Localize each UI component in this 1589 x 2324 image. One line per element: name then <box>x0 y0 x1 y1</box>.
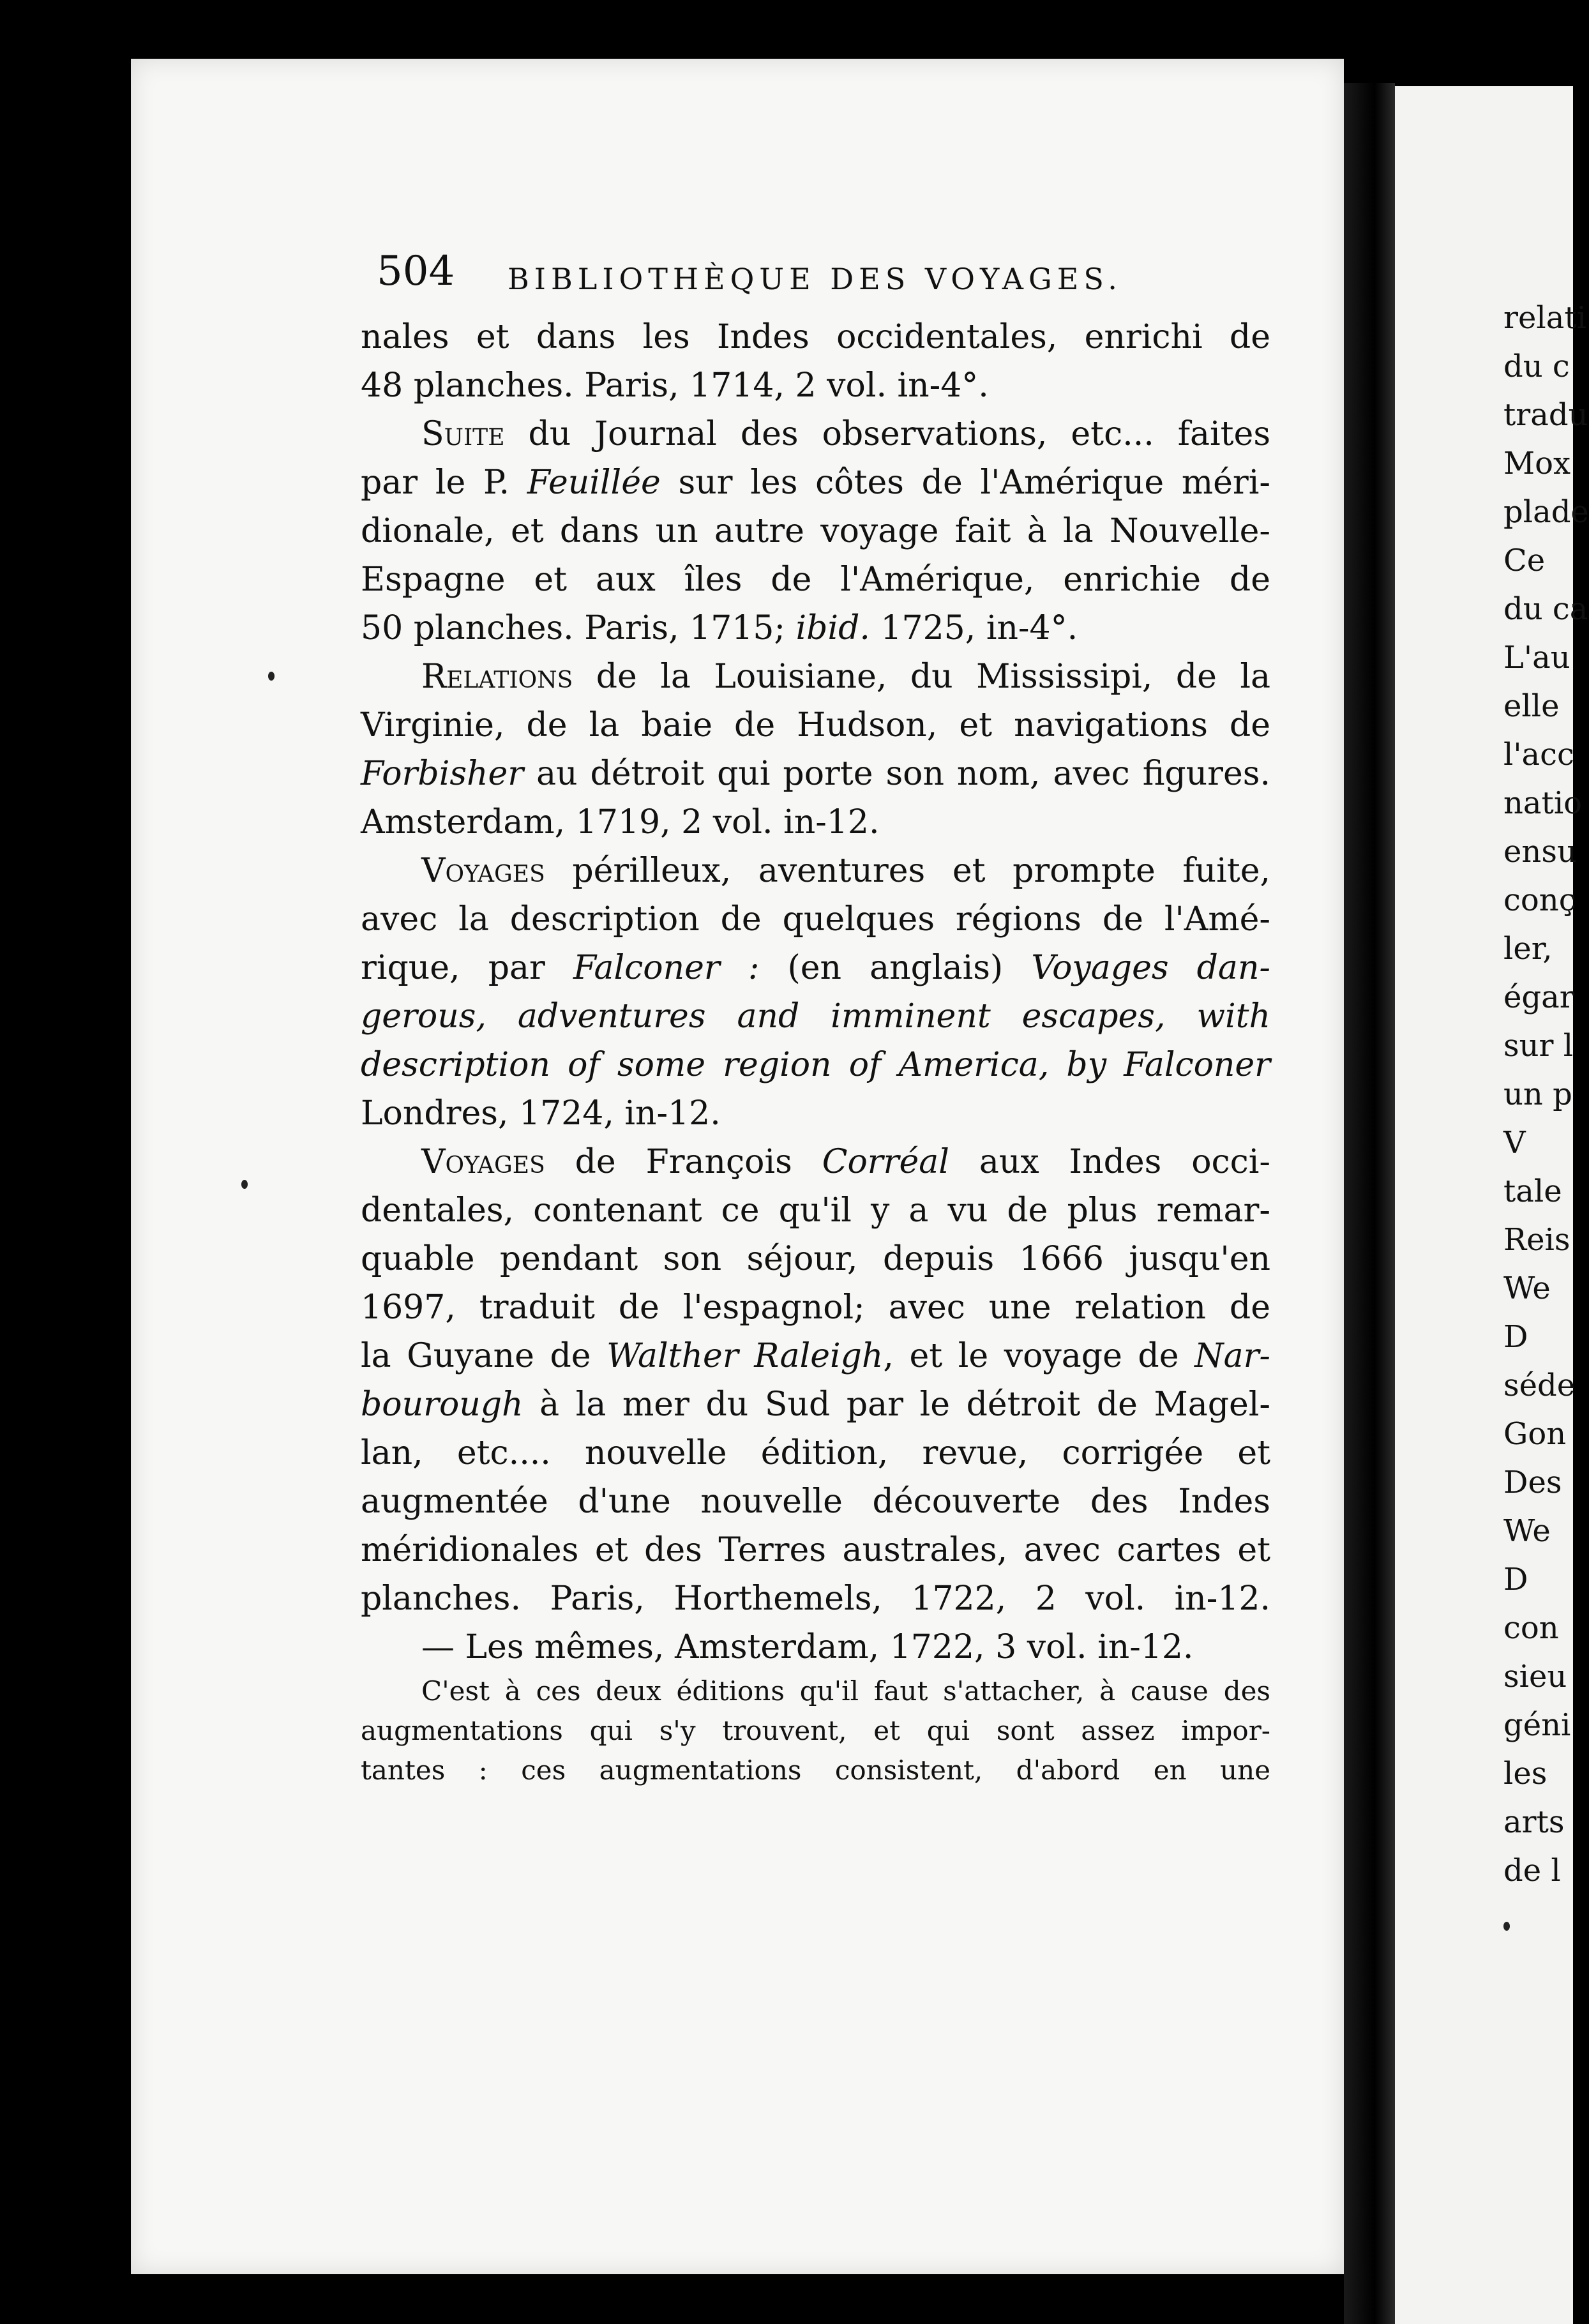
text-line: augmentée d'une nouvelle découverte des Indes <box>361 1483 1270 1521</box>
running-head: BIBLIOTHÈQUE DES VOYAGES. <box>508 262 1122 296</box>
author-name: Nar- <box>1194 1337 1270 1375</box>
facing-page-fragment: V <box>1503 1125 1526 1161</box>
text-line: avec la description de quelques régions de l'Amé- <box>361 900 1270 939</box>
author-name: Feuillée <box>527 464 661 502</box>
text-run: sur les côtes de l'Amérique méri- <box>660 464 1270 502</box>
facing-page-fragment: ler, <box>1503 931 1553 967</box>
text-line <box>361 750 1270 798</box>
text-line: dentales, contenant ce qu'il y a vu de plus remar- <box>361 1191 1270 1230</box>
facing-page-fragment: Reis <box>1503 1222 1570 1258</box>
facing-page-fragment: ensu <box>1503 834 1577 870</box>
text-run: aux Indes occi- <box>949 1143 1270 1181</box>
text-line: — Les mêmes, Amsterdam, 1722, 3 vol. in-12. <box>421 1628 1194 1666</box>
facing-page-fragment: de l <box>1503 1853 1561 1889</box>
text-run: , et le voyage de <box>883 1337 1195 1375</box>
text-line: Virginie, de la baie de Hudson, et navigations de <box>361 706 1270 744</box>
facing-page-fragment: Mox <box>1503 446 1571 481</box>
facing-page-fragment: Ce <box>1503 543 1546 578</box>
page-text <box>361 313 1270 1790</box>
text-line: Londres, 1724, in-12. <box>361 1094 721 1133</box>
text-line: 1697, traduit de l'espagnol; avec une relation de <box>361 1288 1270 1327</box>
text-line: gerous, adventures and imminent escapes, with <box>361 997 1270 1036</box>
entry-line <box>361 1138 1270 1186</box>
italic-run: Voyages dan- <box>1031 949 1270 987</box>
facing-page-fragment: du c <box>1503 349 1570 384</box>
note-line: C'est à ces deux éditions qu'il faut s'attacher, à cause des <box>421 1675 1270 1707</box>
note-line: augmentations qui s'y trouvent, et qui sont assez impor- <box>361 1715 1270 1746</box>
facing-page-fragment: les <box>1503 1756 1548 1792</box>
text-line <box>361 944 1270 992</box>
note-line: tantes : ces augmentations consistent, d'abord en une <box>361 1754 1270 1786</box>
ink-speck <box>1503 1922 1510 1931</box>
book-gutter <box>1344 83 1395 2324</box>
text-line: méridionales et des Terres australes, avec cartes et <box>361 1531 1270 1569</box>
text-line: Espagne et aux îles de l'Amérique, enrichie de <box>361 561 1270 599</box>
facing-page-fragment: D <box>1503 1319 1528 1355</box>
text-run: (en anglais) <box>759 949 1032 987</box>
italic-run: ibid. <box>795 609 870 647</box>
entry-line <box>361 653 1270 701</box>
facing-page-fragment: tradu <box>1503 397 1588 433</box>
text-line <box>361 458 1270 507</box>
text-line: 48 planches. Paris, 1714, 2 vol. in-4°. <box>361 366 989 405</box>
text-run: rique, par <box>361 949 573 987</box>
text-run: par le P. <box>361 464 527 502</box>
facing-page-fragment: L'au <box>1503 640 1570 675</box>
page-header <box>377 248 1270 299</box>
author-name: Falconer : <box>573 949 760 987</box>
facing-page-fragment: un p <box>1503 1076 1572 1112</box>
facing-page-fragment: sur l <box>1503 1028 1574 1064</box>
text-run: à la mer du Sud par le détroit de Magel- <box>523 1385 1270 1424</box>
text-run: 1725, in-4°. <box>870 609 1078 647</box>
facing-page-fragment: séde <box>1503 1368 1576 1403</box>
text-line: planches. Paris, Horthemels, 1722, 2 vol. in-12. <box>361 1580 1270 1618</box>
facing-page-fragment: conç <box>1503 882 1576 918</box>
facing-page-text <box>1503 294 1589 1895</box>
facing-page-fragment: elle <box>1503 688 1560 724</box>
facing-page-fragment: We <box>1503 1513 1551 1549</box>
entry-keyword: Suite <box>421 415 505 453</box>
facing-page-fragment: géni <box>1503 1707 1571 1743</box>
facing-page-fragment: égar <box>1503 979 1574 1015</box>
author-name: bourough <box>361 1385 523 1424</box>
facing-page-fragment: l'acc <box>1503 737 1574 773</box>
facing-page-fragment: plade <box>1503 494 1589 530</box>
facing-page-fragment: arts <box>1503 1804 1565 1840</box>
entry-line <box>361 410 1270 458</box>
text-line <box>361 604 1270 653</box>
facing-page-fragment: natio <box>1503 785 1583 821</box>
text-line <box>361 1332 1270 1380</box>
text-line <box>361 1380 1270 1429</box>
text-line: lan, etc.... nouvelle édition, revue, corrigée et <box>361 1434 1270 1472</box>
author-name: Forbisher <box>361 755 524 793</box>
entry-line <box>361 847 1270 895</box>
text-line: Amsterdam, 1719, 2 vol. in-12. <box>361 803 880 841</box>
facing-page-fragment: sieu <box>1503 1659 1567 1694</box>
ink-speck <box>241 1180 248 1189</box>
text-run: au détroit qui porte son nom, avec figures. <box>523 755 1270 793</box>
facing-page-fragment: D <box>1503 1562 1528 1597</box>
text-line: dionale, et dans un autre voyage fait à la Nouvelle- <box>361 512 1270 550</box>
ink-speck <box>268 672 275 681</box>
text-run: la Guyane de <box>361 1337 607 1375</box>
entry-keyword: Voyages <box>421 852 545 890</box>
entry-keyword: Voyages <box>421 1143 545 1181</box>
text-line: nales et dans les Indes occidentales, enrichi de <box>361 318 1270 356</box>
page-number: 504 <box>377 248 455 295</box>
facing-page-fragment: Gon <box>1503 1416 1567 1452</box>
text-run: de la Louisiane, du Mississipi, de la <box>573 658 1270 696</box>
facing-page-fragment: con <box>1503 1610 1559 1646</box>
author-name: Corréal <box>822 1143 949 1181</box>
facing-page-fragment: tale <box>1503 1173 1562 1209</box>
facing-page-fragment: du ca <box>1503 591 1588 627</box>
text-run: du Journal des observations, etc... faites <box>504 415 1270 453</box>
entry-keyword: Relations <box>421 658 573 696</box>
facing-page-fragment: Des <box>1503 1465 1562 1500</box>
text-run: de François <box>545 1143 822 1181</box>
text-line: quable pendant son séjour, depuis 1666 jusqu'en <box>361 1240 1270 1278</box>
text-line: description of some region of America, by Falconer <box>361 1046 1270 1084</box>
facing-page-fragment: We <box>1503 1271 1551 1306</box>
text-run: périlleux, aventures et prompte fuite, <box>545 852 1270 890</box>
author-name: Walther Raleigh <box>606 1337 884 1375</box>
text-run: 50 planches. Paris, 1715; <box>361 609 796 647</box>
facing-page-fragment: relati <box>1503 300 1586 336</box>
